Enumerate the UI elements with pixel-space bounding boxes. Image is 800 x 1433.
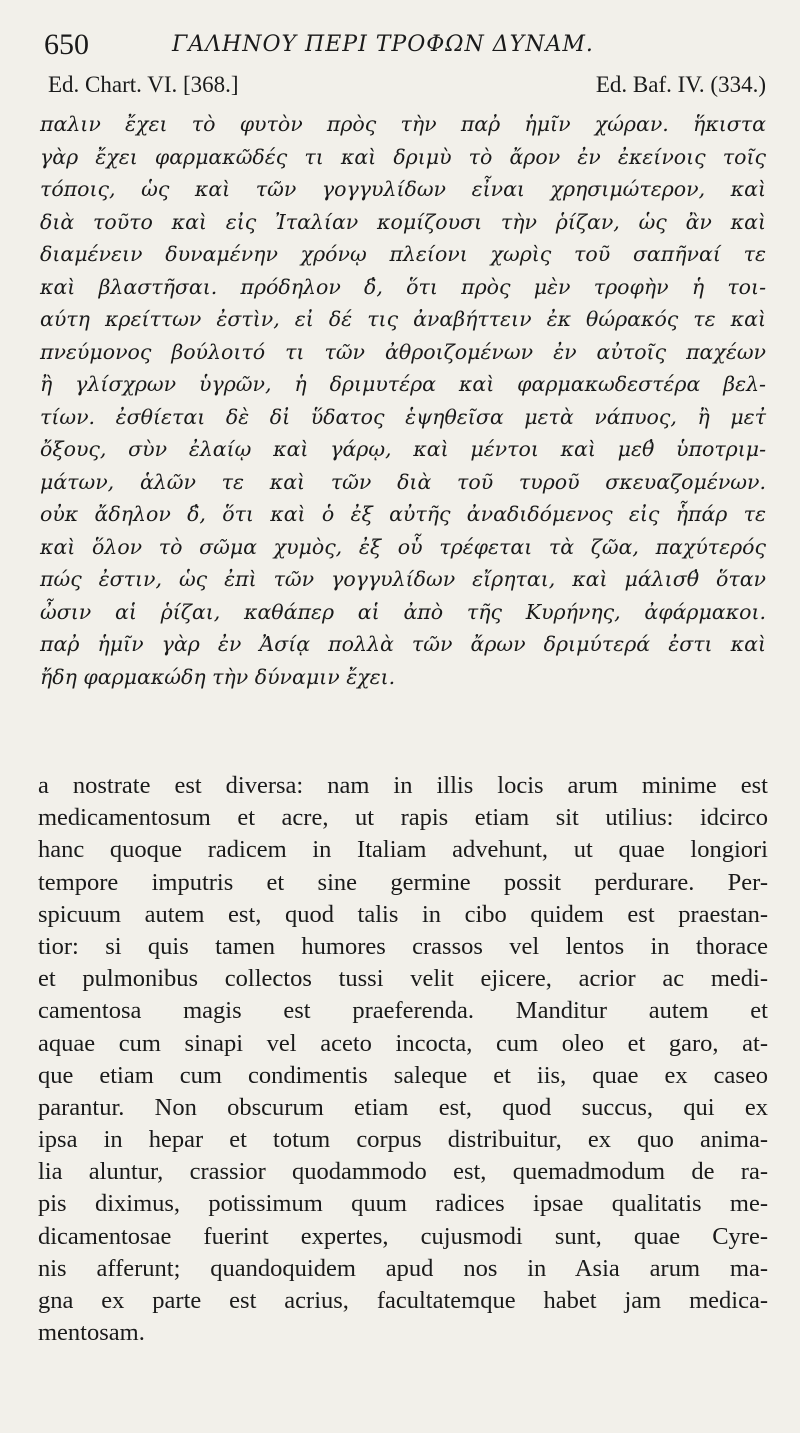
greek-line: ἤδη φαρμακώδη τὴν δύναμιν ἔχει.	[40, 664, 396, 689]
latin-line: parantur. Non obscurum etiam est, quod succus, qui ex	[38, 1093, 768, 1121]
greek-line: διαμένειν δυναμένην χρόνῳ πλείονι χωρὶς τοῦ σαπῆναί τε	[40, 242, 766, 266]
greek-line: οὐκ ἄδηλον δ̓, ὅτι καὶ ὁ ἐξ αὐτῆς ἀναδιδόμενος εἰς ἧπάρ τε	[40, 502, 766, 526]
latin-line: ipsa in hepar et totum corpus distribuitur, ex quo anima-	[38, 1126, 768, 1154]
latin-line: hanc quoque radicem in Italiam advehunt, ut quae longiori	[38, 836, 768, 864]
latin-line: mentosam.	[38, 1319, 145, 1347]
latin-line: tempore imputris et sine germine possit perdurare. Per-	[38, 868, 768, 896]
greek-line: τόποις, ὡς καὶ τῶν γογγυλίδων εἶναι χρησιμώτερον, καὶ	[40, 177, 766, 201]
greek-line: πώς ἐστιν, ὡς ἐπὶ τῶν γογγυλίδων εἴρηται, καὶ μάλισθ̓ ὅταν	[40, 567, 766, 591]
latin-line: gna ex parte est acrius, facultatemque habet jam medica-	[38, 1287, 768, 1314]
greek-line: αύτη κρείττων ἐστὶν, εἰ δέ τις ἀναβήττειν ἐκ θώρακός τε καὶ	[40, 307, 766, 331]
greek-line: μάτων, ἁλῶν τε καὶ τῶν διὰ τοῦ τυροῦ σκευαζομένων.	[40, 469, 766, 494]
greek-line: παλιν ἔχει τὸ φυτὸν πρὸς τὴν παῤ ἡμῖν χώραν. ἥκιστα	[40, 112, 766, 136]
greek-line: πνεύμονος βούλοιτό τι τῶν ἀθροιζομένων ἐν αὐτοῖς παχέων	[40, 339, 766, 364]
latin-line: a nostrate est diversa: nam in illis locis arum minime est	[38, 772, 768, 799]
greek-line: καὶ ὅλον τὸ σῶμα χυμὸς, ἐξ οὗ τρέφεται τὰ ζῶα, παχύτερός	[40, 534, 766, 559]
latin-line: et pulmonibus collectos tussi velit ejicere, acrior ac medi-	[38, 965, 768, 993]
greek-line: ὄξους, σὺν ἐλαίῳ καὶ γάρῳ, καὶ μέντοι καὶ μεθ̓ ὑποτριμ-	[40, 437, 766, 461]
latin-line: pis diximus, potissimum quum radices ipsae qualitatis me-	[38, 1190, 768, 1218]
greek-line: τίων. ἐσθίεται δὲ δἰ ὕδατος ἑψηθεῖσα μετὰ νάπυος, ἢ μετ̓	[40, 404, 766, 429]
greek-line: ἢ γλίσχρων ὑγρῶν, ἡ δριμυτέρα καὶ φαρμακωδεστέρα βελ-	[40, 372, 766, 396]
latin-line: dicamentosae fuerint expertes, cujusmodi sunt, quae Cyre-	[38, 1222, 768, 1250]
edition-chartier-reference: Ed. Chart. VI. [368.]	[48, 72, 239, 97]
greek-line: παῤ ἡμῖν γὰρ ἐν Ἀσίᾳ πολλὰ τῶν ἄρων δριμύτερά ἐστι καὶ	[40, 632, 766, 656]
greek-line: καὶ βλαστῆσαι. πρόδηλον δ̓, ὅτι πρὸς μὲν τροφὴν ἡ τοι-	[40, 274, 766, 299]
latin-text-block	[38, 770, 768, 1349]
page-header	[44, 24, 764, 68]
latin-line: camentosa magis est praeferenda. Manditur autem et	[38, 997, 768, 1025]
latin-line: nis afferunt; quandoquidem apud nos in Asia arum ma-	[38, 1254, 768, 1282]
latin-line: medicamentosum et acre, ut rapis etiam sit utilius: idcirco	[38, 804, 768, 832]
latin-line: tior: si quis tamen humores crassos vel lentos in thorace	[38, 932, 768, 960]
edition-basel-reference: Ed. Baf. IV. (334.)	[595, 72, 766, 97]
greek-line: διὰ τοῦτο καὶ εἰς Ἰταλίαν κομίζουσι τὴν ῥίζαν, ὡς ἂν καὶ	[40, 209, 766, 234]
greek-line: γὰρ ἔχει φαρμακῶδές τι καὶ δριμὺ τὸ ἄρον ἐν ἐκείνοις τοῖς	[40, 144, 766, 169]
page-number: 650	[44, 28, 89, 61]
greek-line: ὦσιν αἱ ῥίζαι, καθάπερ αἱ ἀπὸ τῆς Κυρήνης, ἀφάρμακοι.	[40, 599, 766, 624]
running-title: ΓΑΛΗΝΟΥ ΠΕΡΙ ΤΡΟΦΩΝ ΔΥΝΑΜ.	[172, 32, 594, 57]
latin-line: aquae cum sinapi vel aceto incocta, cum oleo et garo, at-	[38, 1029, 768, 1057]
latin-line: que etiam cum condimentis saleque et iis, quae ex caseo	[38, 1061, 768, 1089]
latin-line: lia aluntur, crassior quodammodo est, quemadmodum de ra-	[38, 1158, 768, 1186]
latin-line: spicuum autem est, quod talis in cibo quidem est praestan-	[38, 900, 768, 928]
greek-text-block	[40, 108, 766, 693]
